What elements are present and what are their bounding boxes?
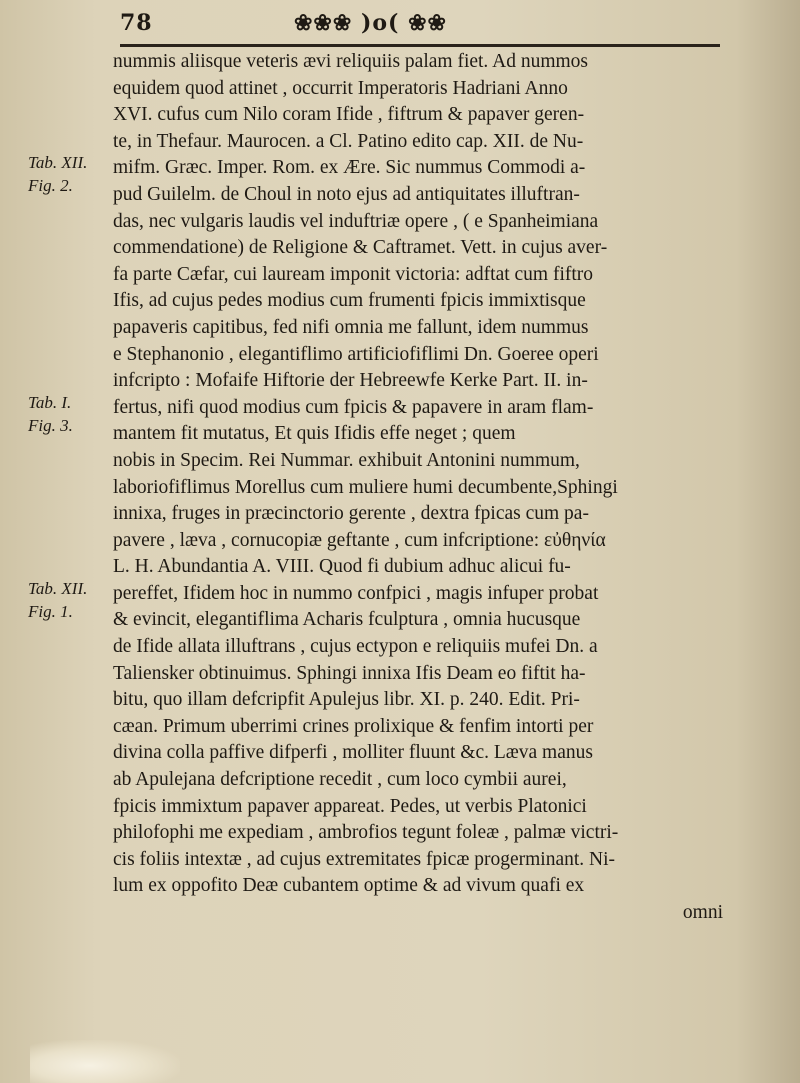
header-ornament: ❀❀❀ )o( ❀❀ — [294, 10, 447, 36]
text-line: das, nec vulgaris laudis vel induftriæ opere , ( e Spanheimiana — [113, 210, 599, 232]
margin-note-tab-xii-fig-2 — [28, 151, 87, 197]
text-line: mantem fit mutatus, Et quis Ifidis effe neget ; quem — [113, 423, 516, 445]
text-line: L. H. Abundantia A. VIII. Quod fi dubium adhuc alicui fu- — [113, 556, 571, 578]
text-line: cis foliis intextæ , ad cujus extremitates fpicæ progerminant. Ni- — [113, 848, 616, 870]
text-line: XVI. cufus cum Nilo coram Ifide , fiftrum & papaver geren- — [113, 104, 585, 126]
margin-note-line: Fig. 1. — [28, 602, 73, 621]
body-text — [113, 49, 753, 927]
text-line: papaveris capitibus, fed nifi omnia me fallunt, idem nummus — [113, 316, 589, 338]
text-line: fertus, nifi quod modius cum fpicis & papavere in aram flam- — [113, 396, 594, 418]
text-line: & evincit, elegantiflima Acharis fculptura , omnia hucusque — [113, 609, 581, 631]
text-line: philofophi me expediam , ambrofios tegunt foleæ , palmæ victri- — [113, 822, 619, 844]
text-line: innixa, fruges in præcinctorio gerente , dextra fpicas cum pa- — [113, 503, 589, 525]
text-line: mifm. Græc. Imper. Rom. ex Ære. Sic nummus Commodi a- — [113, 157, 586, 179]
text-line: commendatione) de Religione & Caftramet. Vett. in cujus aver- — [113, 237, 608, 259]
text-line: ab Apulejana defcriptione recedit , cum loco cymbii aurei, — [113, 769, 567, 791]
margin-note-line: Tab. XII. — [28, 153, 88, 172]
text-line: infcripto : Mofaife Hiftorie der Hebreewfe Kerke Part. II. in- — [113, 370, 588, 392]
margin-note-line: Fig. 3. — [28, 416, 73, 435]
text-line: pavere , læva , cornucopiæ geftante , cum infcriptione: εὐθηνία — [113, 529, 606, 551]
margin-note-tab-i-fig-3 — [28, 391, 73, 437]
margin-note-line: Tab. I. — [28, 393, 72, 412]
text-line: laboriofiflimus Morellus cum muliere humi decumbente,Sphingi — [113, 476, 618, 498]
text-line: fpicis immixtum papaver appareat. Pedes, ut verbis Platonici — [113, 795, 587, 817]
page-number: 78 — [120, 10, 153, 36]
text-line: equidem quod attinet , occurrit Imperatoris Hadriani Anno — [113, 77, 568, 99]
text-line: bitu, quo illam defcripfit Apulejus libr. XI. p. 240. Edit. Pri- — [113, 689, 580, 711]
text-line: pud Guilelm. de Choul in noto ejus ad antiquitates illuftran- — [113, 183, 580, 205]
text-line: pereffet, Ifidem hoc in nummo confpici , magis infuper probat — [113, 582, 599, 604]
running-header — [120, 8, 720, 42]
text-line: nummis aliisque veteris ævi reliquiis palam fiet. Ad nummos — [113, 51, 588, 72]
paper-stain — [30, 1040, 180, 1083]
text-line: e Stephanonio , elegantiflimo artificiofiflimi Dn. Goeree operi — [113, 343, 599, 365]
margin-note-line: Fig. 2. — [28, 176, 73, 195]
text-line: cæan. Primum uberrimi crines prolixique & fenfim intorti per — [113, 715, 594, 737]
text-line: Taliensker obtinuimus. Sphingi innixa Ifis Deam eo fiftit ha- — [113, 662, 586, 684]
text-line: divina colla paffive difperfi , molliter fluunt &c. Læva manus — [113, 742, 593, 764]
text-line: te, in Thefaur. Maurocen. a Cl. Patino edito cap. XII. de Nu- — [113, 130, 584, 152]
text-line: fa parte Cæfar, cui lauream imponit victoria: adftat cum fiftro — [113, 263, 594, 285]
margin-note-line: Tab. XII. — [28, 579, 88, 598]
text-line: Ifis, ad cujus pedes modius cum frumenti fpicis immixtisque — [113, 290, 586, 312]
text-line: lum ex oppofito Deæ cubantem optime & ad vivum quafi ex — [113, 875, 585, 897]
margin-note-tab-xii-fig-1 — [28, 577, 87, 623]
text-line: de Ifide allata illuftrans , cujus ectypon e reliquiis mufei Dn. a — [113, 636, 598, 658]
catchword: omni — [682, 902, 723, 923]
header-rule — [120, 44, 720, 47]
text-line: nobis in Specim. Rei Nummar. exhibuit Antonini nummum, — [113, 449, 580, 471]
